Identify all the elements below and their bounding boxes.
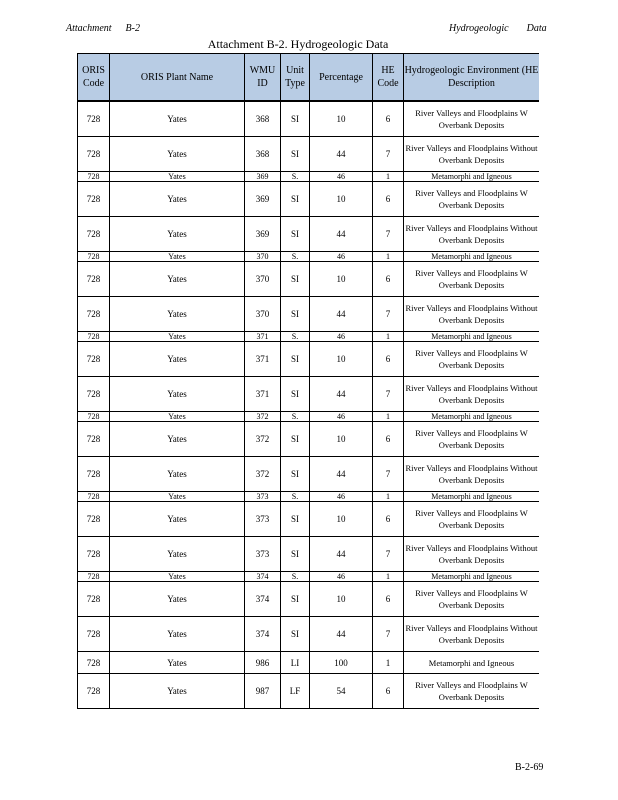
cell-pct: 10 [310, 101, 373, 137]
cell-he: 7 [373, 297, 404, 332]
cell-desc: River Valleys and Floodplains Without Overbank Deposits [404, 217, 540, 252]
cell-unit: S. [281, 412, 310, 422]
cell-wmu: 374 [245, 582, 281, 617]
cell-oris: 728 [78, 101, 110, 137]
cell-he: 1 [373, 572, 404, 582]
cell-desc: River Valleys and Floodplains W Overbank Deposits [404, 342, 540, 377]
cell-unit: SI [281, 297, 310, 332]
cell-desc: River Valleys and Floodplains Without Overbank Deposits [404, 377, 540, 412]
cell-wmu: 371 [245, 342, 281, 377]
column-header-oris: ORIS Code [78, 54, 110, 102]
cell-name: Yates [110, 582, 245, 617]
cell-unit: S. [281, 172, 310, 182]
column-header-desc: Hydrogeologic Environment (HE Description [404, 54, 540, 102]
cell-oris: 728 [78, 182, 110, 217]
hydrogeologic-data-table [77, 53, 539, 709]
cell-wmu: 373 [245, 492, 281, 502]
cell-wmu: 369 [245, 182, 281, 217]
table-body [78, 101, 540, 709]
cell-oris: 728 [78, 412, 110, 422]
cell-unit: SI [281, 217, 310, 252]
cell-unit: SI [281, 342, 310, 377]
table-row [78, 262, 540, 297]
cell-he: 1 [373, 172, 404, 182]
cell-desc: River Valleys and Floodplains Without Overbank Deposits [404, 457, 540, 492]
cell-he: 6 [373, 182, 404, 217]
cell-name: Yates [110, 492, 245, 502]
cell-pct: 10 [310, 502, 373, 537]
cell-pct: 44 [310, 457, 373, 492]
cell-unit: SI [281, 582, 310, 617]
cell-unit: SI [281, 377, 310, 412]
cell-oris: 728 [78, 502, 110, 537]
cell-name: Yates [110, 537, 245, 572]
column-header-unit: Unit Type [281, 54, 310, 102]
cell-desc: Metamorphi and Igneous [404, 412, 540, 422]
cell-pct: 44 [310, 217, 373, 252]
table-row [78, 502, 540, 537]
cell-unit: SI [281, 101, 310, 137]
cell-he: 6 [373, 674, 404, 709]
table-row [78, 342, 540, 377]
header-word-data: Data [526, 23, 547, 34]
cell-name: Yates [110, 652, 245, 674]
cell-oris: 728 [78, 572, 110, 582]
cell-desc: Metamorphi and Igneous [404, 652, 540, 674]
running-header-right [449, 23, 547, 34]
table-row [78, 457, 540, 492]
cell-oris: 728 [78, 492, 110, 502]
cell-wmu: 987 [245, 674, 281, 709]
cell-oris: 728 [78, 137, 110, 172]
cell-name: Yates [110, 342, 245, 377]
table-row [78, 412, 540, 422]
cell-pct: 44 [310, 537, 373, 572]
table-row [78, 572, 540, 582]
cell-name: Yates [110, 262, 245, 297]
running-header-left [66, 23, 140, 34]
cell-desc: Metamorphi and Igneous [404, 252, 540, 262]
cell-pct: 10 [310, 182, 373, 217]
cell-name: Yates [110, 457, 245, 492]
cell-name: Yates [110, 297, 245, 332]
cell-unit: SI [281, 457, 310, 492]
cell-wmu: 370 [245, 297, 281, 332]
cell-oris: 728 [78, 652, 110, 674]
cell-he: 6 [373, 101, 404, 137]
cell-name: Yates [110, 137, 245, 172]
cell-oris: 728 [78, 377, 110, 412]
cell-desc: River Valleys and Floodplains W Overbank Deposits [404, 101, 540, 137]
cell-desc: River Valleys and Floodplains Without Overbank Deposits [404, 297, 540, 332]
cell-oris: 728 [78, 422, 110, 457]
cell-oris: 728 [78, 582, 110, 617]
page-number: B-2-69 [515, 762, 544, 773]
cell-name: Yates [110, 172, 245, 182]
cell-name: Yates [110, 617, 245, 652]
cell-pct: 10 [310, 422, 373, 457]
table-row [78, 217, 540, 252]
cell-name: Yates [110, 252, 245, 262]
table-container [77, 53, 539, 711]
cell-desc: River Valleys and Floodplains W Overbank Deposits [404, 182, 540, 217]
table-header [78, 54, 540, 102]
cell-unit: S. [281, 252, 310, 262]
table-row [78, 617, 540, 652]
table-row [78, 137, 540, 172]
table-row [78, 332, 540, 342]
cell-he: 7 [373, 217, 404, 252]
cell-desc: River Valleys and Floodplains W Overbank Deposits [404, 502, 540, 537]
cell-oris: 728 [78, 342, 110, 377]
table-row [78, 492, 540, 502]
cell-desc: River Valleys and Floodplains W Overbank Deposits [404, 262, 540, 297]
cell-he: 6 [373, 502, 404, 537]
cell-pct: 44 [310, 137, 373, 172]
cell-unit: LF [281, 674, 310, 709]
table-row [78, 377, 540, 412]
cell-he: 7 [373, 377, 404, 412]
cell-wmu: 373 [245, 502, 281, 537]
table-row [78, 537, 540, 572]
header-word-hydrogeologic: Hydrogeologic [449, 23, 509, 34]
cell-desc: Metamorphi and Igneous [404, 332, 540, 342]
cell-pct: 46 [310, 412, 373, 422]
cell-pct: 54 [310, 674, 373, 709]
cell-wmu: 368 [245, 101, 281, 137]
cell-pct: 10 [310, 262, 373, 297]
cell-he: 7 [373, 137, 404, 172]
cell-pct: 10 [310, 342, 373, 377]
column-header-pct: Percentage [310, 54, 373, 102]
cell-he: 7 [373, 617, 404, 652]
cell-oris: 728 [78, 674, 110, 709]
attachment-number: B-2 [125, 23, 140, 34]
cell-oris: 728 [78, 332, 110, 342]
cell-desc: River Valleys and Floodplains W Overbank Deposits [404, 422, 540, 457]
cell-wmu: 370 [245, 252, 281, 262]
table-row [78, 422, 540, 457]
cell-wmu: 373 [245, 537, 281, 572]
cell-pct: 46 [310, 172, 373, 182]
cell-pct: 46 [310, 492, 373, 502]
cell-name: Yates [110, 502, 245, 537]
cell-oris: 728 [78, 217, 110, 252]
cell-wmu: 372 [245, 457, 281, 492]
cell-oris: 728 [78, 617, 110, 652]
cell-wmu: 368 [245, 137, 281, 172]
cell-unit: SI [281, 502, 310, 537]
cell-desc: River Valleys and Floodplains Without Overbank Deposits [404, 537, 540, 572]
cell-he: 1 [373, 492, 404, 502]
cell-pct: 44 [310, 617, 373, 652]
cell-desc: Metamorphi and Igneous [404, 492, 540, 502]
cell-name: Yates [110, 332, 245, 342]
cell-pct: 44 [310, 377, 373, 412]
cell-oris: 728 [78, 297, 110, 332]
cell-name: Yates [110, 674, 245, 709]
cell-he: 1 [373, 332, 404, 342]
cell-desc: River Valleys and Floodplains W Overbank Deposits [404, 674, 540, 709]
cell-desc: River Valleys and Floodplains Without Overbank Deposits [404, 617, 540, 652]
cell-name: Yates [110, 412, 245, 422]
cell-unit: S. [281, 572, 310, 582]
cell-wmu: 372 [245, 412, 281, 422]
cell-unit: S. [281, 332, 310, 342]
cell-wmu: 371 [245, 377, 281, 412]
cell-pct: 44 [310, 297, 373, 332]
cell-he: 6 [373, 342, 404, 377]
cell-desc: Metamorphi and Igneous [404, 172, 540, 182]
table-row [78, 172, 540, 182]
cell-wmu: 372 [245, 422, 281, 457]
attachment-label: Attachment [66, 23, 112, 34]
cell-wmu: 369 [245, 172, 281, 182]
cell-unit: SI [281, 537, 310, 572]
cell-pct: 100 [310, 652, 373, 674]
cell-desc: River Valleys and Floodplains W Overbank Deposits [404, 582, 540, 617]
cell-wmu: 986 [245, 652, 281, 674]
cell-wmu: 374 [245, 572, 281, 582]
cell-pct: 46 [310, 332, 373, 342]
column-header-wmu: WMU ID [245, 54, 281, 102]
cell-wmu: 370 [245, 262, 281, 297]
cell-he: 7 [373, 537, 404, 572]
table-row [78, 582, 540, 617]
cell-name: Yates [110, 182, 245, 217]
cell-desc: Metamorphi and Igneous [404, 572, 540, 582]
table-row [78, 182, 540, 217]
column-header-he: HE Code [373, 54, 404, 102]
table-row [78, 101, 540, 137]
cell-he: 1 [373, 412, 404, 422]
cell-pct: 10 [310, 582, 373, 617]
cell-he: 1 [373, 652, 404, 674]
cell-name: Yates [110, 101, 245, 137]
cell-oris: 728 [78, 537, 110, 572]
table-row [78, 652, 540, 674]
table-row [78, 297, 540, 332]
cell-name: Yates [110, 422, 245, 457]
cell-wmu: 371 [245, 332, 281, 342]
cell-oris: 728 [78, 252, 110, 262]
document-title: Attachment B-2. Hydrogeologic Data [207, 37, 389, 51]
header-row [78, 54, 540, 102]
cell-unit: SI [281, 137, 310, 172]
cell-he: 6 [373, 582, 404, 617]
cell-he: 1 [373, 252, 404, 262]
cell-he: 6 [373, 422, 404, 457]
cell-pct: 46 [310, 252, 373, 262]
cell-he: 6 [373, 262, 404, 297]
table-row [78, 252, 540, 262]
cell-unit: SI [281, 182, 310, 217]
cell-he: 7 [373, 457, 404, 492]
cell-wmu: 374 [245, 617, 281, 652]
cell-desc: River Valleys and Floodplains Without Overbank Deposits [404, 137, 540, 172]
cell-pct: 46 [310, 572, 373, 582]
cell-unit: SI [281, 617, 310, 652]
cell-name: Yates [110, 377, 245, 412]
column-header-name: ORIS Plant Name [110, 54, 245, 102]
cell-unit: SI [281, 422, 310, 457]
cell-wmu: 369 [245, 217, 281, 252]
cell-name: Yates [110, 217, 245, 252]
cell-name: Yates [110, 572, 245, 582]
cell-unit: SI [281, 262, 310, 297]
cell-unit: LI [281, 652, 310, 674]
table-row [78, 674, 540, 709]
cell-oris: 728 [78, 172, 110, 182]
cell-oris: 728 [78, 457, 110, 492]
cell-unit: S. [281, 492, 310, 502]
cell-oris: 728 [78, 262, 110, 297]
